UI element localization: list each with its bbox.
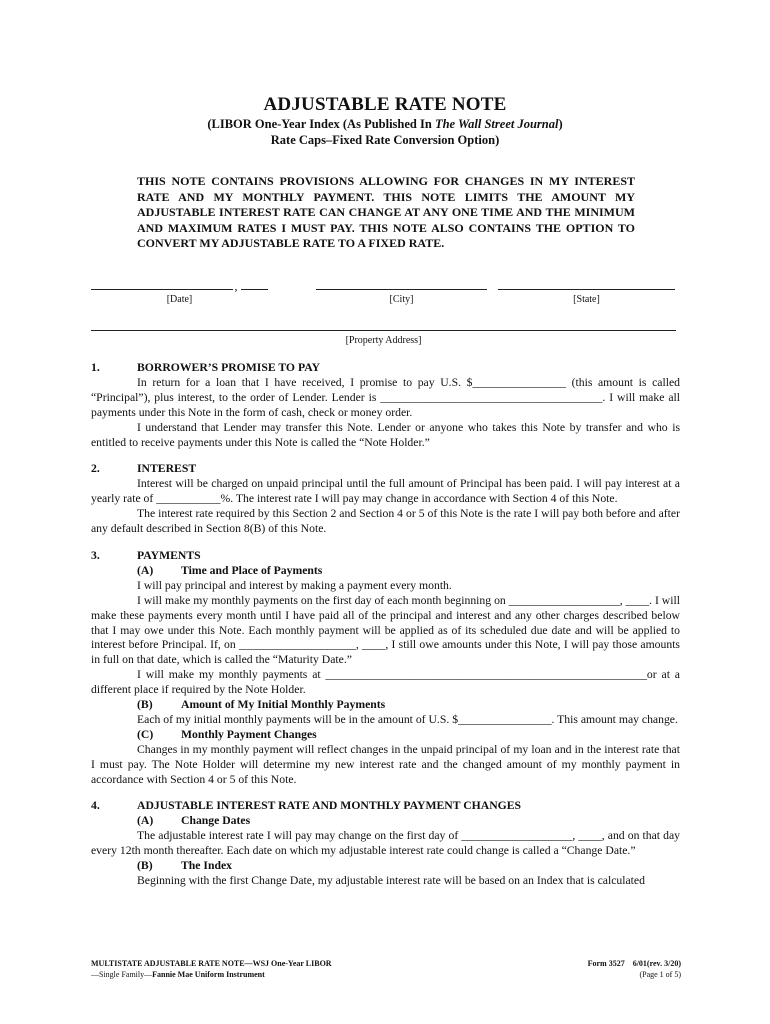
subsection-letter: (B) [137, 859, 153, 873]
document-subtitle-options: Rate Caps–Fixed Rate Conversion Option) [270, 133, 500, 147]
form-number: Form 3527 6/01(rev. 3/20) [587, 959, 681, 968]
subtitle-prefix: (LIBOR One-Year Index (As Published In [207, 117, 435, 131]
document-subtitle-index [0, 117, 770, 132]
footer-title-line: MULTISTATE ADJUSTABLE RATE NOTE—WSJ One-Year LIBOR [91, 959, 332, 968]
city-label: [City] [389, 294, 414, 305]
section-4-heading [91, 799, 680, 814]
section-title: INTEREST [137, 462, 197, 476]
section-3 [91, 549, 680, 788]
footer-form-title [91, 958, 332, 980]
date-field[interactable] [91, 289, 233, 290]
section-2-paragraph-2: The interest rate required by this Section 2 and Section 4 or 5 of this Note is the rate I will pay both before and after any default described in Section 8(B) of this Note. [91, 507, 680, 536]
subsection-title: Change Dates [181, 814, 251, 828]
date-separator: , [234, 279, 238, 293]
section-3a-paragraph-2: I will make my monthly payments on the first day of each month beginning on ___________________, ____. I will make these payments every month until I have paid all of the principal and interest and any other charges described below that I may owe under this Note. Each monthly payment will be applied as of its scheduled due date and will be applied to interest before Principal. If, on ____________________, ____, I still owe amounts under this Note, I will pay those amounts in full on that date, which is called the “Maturity Date.” [91, 593, 680, 667]
section-1-paragraph-2: I understand that Lender may transfer this Note. Lender or anyone who takes this Note by transfer and who is entitled to receive payments under this Note is called the “Note Holder.” [91, 420, 680, 449]
city-field[interactable] [316, 289, 487, 290]
subsection-letter: (B) [137, 698, 153, 712]
subsection-letter: (A) [137, 563, 154, 577]
property-address-label: [Property Address] [345, 335, 422, 346]
section-1-paragraph-1: In return for a loan that I have received, I promise to pay U.S. $________________ (this amount is called “Principal”), plus interest, to the order of Lender. Lender is ______________________________________. I will make all payments under this Note in the form of cash, check or money order. [91, 375, 680, 419]
section-2 [91, 462, 680, 537]
section-number: 1. [91, 361, 100, 374]
section-3b-heading [91, 698, 680, 713]
section-4a-paragraph-1: The adjustable interest rate I will pay may change on the first day of ___________________, ____, and on that day every 12th month thereafter. Each date on which my adjustable interest rate could change is called a “Change Date.” [91, 829, 680, 858]
section-3c-paragraph-1: Changes in my monthly payment will reflect changes in the unpaid principal of my loan and in the interest rate that I must pay. The Note Holder will determine my new interest rate and the changed amount of my monthly payment in accordance with Section 4 or 5 of this Note. [91, 742, 680, 786]
section-1-heading [91, 361, 680, 376]
document-title: ADJUSTABLE RATE NOTE [263, 94, 507, 115]
year-field[interactable] [241, 289, 268, 290]
subsection-title: Time and Place of Payments [181, 563, 323, 577]
section-4b-heading [91, 859, 680, 874]
footer-instrument-text: Fannie Mae Uniform Instrument [152, 970, 265, 979]
footer-family-text: —Single Family— [91, 970, 153, 979]
footer-form-number [588, 958, 681, 980]
section-1 [91, 361, 680, 450]
notice-paragraph: THIS NOTE CONTAINS PROVISIONS ALLOWING FOR CHANGES IN MY INTEREST RATE AND MY MONTHLY PAYMENT. THIS NOTE LIMITS THE AMOUNT MY ADJUSTABLE INTEREST RATE CAN CHANGE AT ANY ONE TIME AND THE MINIMUM AND MAXIMUM RATES I MUST PAY. THIS NOTE ALSO CONTAINS THE OPTION TO CONVERT MY ADJUSTABLE RATE TO A FIXED RATE. [137, 174, 635, 250]
section-title: ADJUSTABLE INTEREST RATE AND MONTHLY PAYMENT CHANGES [137, 799, 522, 813]
subsection-title: Monthly Payment Changes [181, 727, 317, 741]
subsection-letter: (A) [137, 814, 154, 828]
section-2-paragraph-1: Interest will be charged on unpaid principal until the full amount of Principal has been paid. I will pay interest at a yearly rate of ___________%. The interest rate I will pay may change in accordance with Section 4 of this Note. [91, 477, 680, 506]
section-title: PAYMENTS [137, 548, 201, 562]
section-3a-paragraph-3: I will make my monthly payments at _______________________________________________________or at a different place if required by the Note Holder. [91, 668, 680, 697]
property-address-field[interactable] [91, 330, 676, 331]
section-3a-paragraph-1: I will pay principal and interest by making a payment every month. [137, 578, 452, 592]
state-field[interactable] [498, 289, 675, 290]
subsection-letter: (C) [137, 727, 154, 741]
subtitle-journal-name: The Wall Street Journal [434, 117, 559, 131]
section-3-heading [91, 549, 680, 564]
section-number: 4. [91, 799, 100, 813]
section-3a-heading [91, 564, 680, 579]
section-title: BORROWER’S PROMISE TO PAY [137, 361, 321, 374]
section-4b-paragraph-1: Beginning with the first Change Date, my adjustable interest rate will be based on an Index that is calculated [137, 874, 645, 887]
subsection-title: Amount of My Initial Monthly Payments [181, 698, 386, 712]
section-3b-paragraph-1: Each of my initial monthly payments will be in the amount of U.S. $________________. This amount may change. [137, 712, 678, 726]
section-4a-heading [91, 814, 680, 829]
date-label: [Date] [166, 294, 193, 305]
section-number: 3. [91, 548, 100, 562]
section-number: 2. [91, 462, 100, 476]
subsection-title: The Index [181, 859, 232, 873]
subtitle-suffix: ) [558, 117, 563, 131]
section-4 [91, 799, 680, 888]
state-label: [State] [573, 294, 600, 305]
document-body [91, 361, 680, 901]
page-number: (Page 1 of 5) [639, 970, 681, 979]
section-2-heading [91, 462, 680, 477]
section-3c-heading [91, 728, 680, 743]
